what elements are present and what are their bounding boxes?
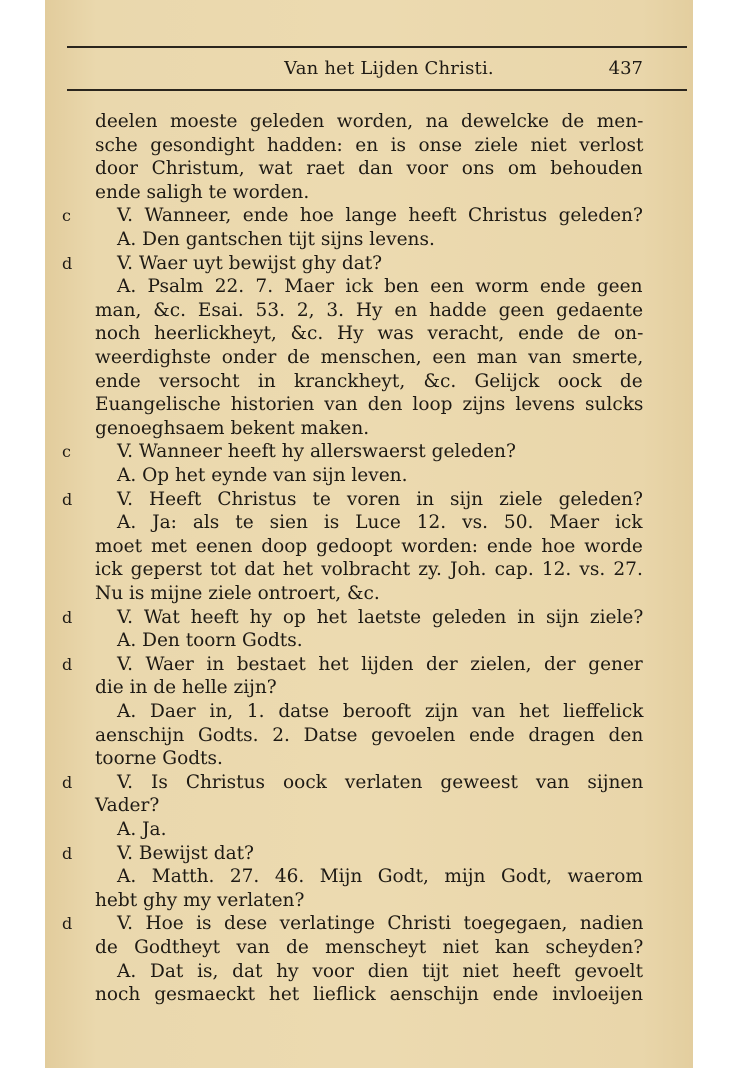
text-line xyxy=(45,440,693,464)
text-line xyxy=(45,606,693,630)
line-text: hebt ghy my verlaten? xyxy=(95,889,305,911)
line-text: V. Is Christus oock verlaten geweest van sijnen xyxy=(117,771,644,793)
line-text: weerdighste onder de menschen, een man van smerte, xyxy=(95,347,644,368)
text-line xyxy=(45,134,693,158)
line-text: V. Wanneer, ende hoe lange heeft Christus geleden? xyxy=(117,205,643,227)
text-line xyxy=(45,488,693,512)
line-text: A. Den toorn Godts. xyxy=(117,630,303,652)
margin-marker: d xyxy=(62,607,73,627)
text-line xyxy=(45,204,693,228)
text-line xyxy=(45,228,693,252)
margin-marker: c xyxy=(62,206,71,226)
text-line xyxy=(45,818,693,842)
text-line xyxy=(45,535,693,559)
margin-marker: d xyxy=(62,843,73,863)
line-text: V. Bewijst dat? xyxy=(117,842,254,864)
line-text: sche gesondight hadden: en is onse ziele niet verlost xyxy=(95,134,644,156)
line-text: A. Dat is, dat hy voor dien tijt niet heeft gevoelt xyxy=(117,960,644,982)
line-text: toorne Godts. xyxy=(95,748,223,770)
line-text: V. Heeft Christus te voren in sijn ziele geleden? xyxy=(117,488,643,510)
line-text: A. Matth. 27. 46. Mijn Godt, mijn Godt, waerom xyxy=(117,866,643,888)
text-line xyxy=(45,393,693,417)
text-line xyxy=(45,771,693,795)
text-line xyxy=(45,983,693,1007)
line-text: V. Hoe is dese verlatinge Christi toegegaen, nadien xyxy=(117,913,644,935)
margin-marker: d xyxy=(62,654,73,674)
text-line xyxy=(45,299,693,323)
header-rule-top xyxy=(67,46,687,48)
text-line xyxy=(45,511,693,535)
margin-marker: d xyxy=(62,772,73,792)
line-text: aenschijn Godts. 2. Datse gevoelen ende dragen den xyxy=(95,724,644,746)
text-line xyxy=(45,252,693,276)
line-text: man, &c. Esai. 53. 2, 3. Hy en hadde geen gedaente xyxy=(95,299,644,321)
line-text: door Christum, wat raet dan voor ons om behouden xyxy=(95,158,643,180)
text-line xyxy=(45,842,693,866)
text-line xyxy=(45,865,693,889)
line-text: A. Op het eynde van sijn leven. xyxy=(117,465,408,486)
line-text: Nu is mijne ziele ontroert, &c. xyxy=(95,583,380,604)
line-text: A. Daer in, 1. datse berooft zijn van het lieffelick xyxy=(117,701,644,722)
line-text: ende versocht in kranckheyt, &c. Gelijck oock de xyxy=(95,370,643,392)
text-line xyxy=(45,676,693,700)
text-line xyxy=(45,653,693,677)
text-line xyxy=(45,181,693,205)
text-line xyxy=(45,558,693,582)
text-line xyxy=(45,794,693,818)
line-text: A. Ja. xyxy=(117,819,167,840)
line-text: V. Waer in bestaet het lijden der zielen, der gener xyxy=(117,653,643,675)
line-text: A. Ja: als te sien is Luce 12. vs. 50. Maer ick xyxy=(117,512,643,534)
text-line xyxy=(45,417,693,441)
text-line xyxy=(45,747,693,771)
text-line xyxy=(45,936,693,960)
running-title: Van het Lijden Christi. xyxy=(284,58,494,79)
text-line xyxy=(45,464,693,488)
margin-marker: d xyxy=(62,489,73,509)
line-text: A. Psalm 22. 7. Maer ick ben een worm ende geen xyxy=(117,276,643,298)
book-page xyxy=(45,0,693,1068)
text-line xyxy=(45,157,693,181)
line-text: de Godtheyt van de menscheyt niet kan scheyden? xyxy=(95,937,644,958)
line-text: noch heerlickheyt, &c. Hy was veracht, ende de on- xyxy=(95,323,644,345)
line-text: V. Waer uyt bewijst ghy dat? xyxy=(117,252,383,274)
text-line xyxy=(45,724,693,748)
line-text: deelen moeste geleden worden, na dewelcke de men- xyxy=(95,111,644,132)
line-text: noch gesmaeckt het lieflick aenschijn ende invloeijen xyxy=(95,984,644,1006)
text-line xyxy=(45,322,693,346)
line-text: ick geperst tot dat het volbracht zy. Joh. cap. 12. vs. 27. xyxy=(95,559,643,581)
margin-marker: d xyxy=(62,914,73,934)
text-line xyxy=(45,912,693,936)
text-line xyxy=(45,700,693,724)
line-text: V. Wanneer heeft hy allerswaerst geleden? xyxy=(117,441,516,463)
margin-marker: c xyxy=(62,442,71,462)
line-text: ende saligh te worden. xyxy=(95,181,310,203)
line-text: genoeghsaem bekent maken. xyxy=(95,417,370,439)
line-text: Euangelische historien van den loop zijns levens sulcks xyxy=(95,394,644,416)
line-text: V. Wat heeft hy op het laetste geleden in sijn ziele? xyxy=(117,606,644,628)
line-text: A. Den gantschen tijt sijns levens. xyxy=(117,229,435,250)
line-text: moet met eenen doop gedoopt worden: ende hoe worde xyxy=(95,535,643,557)
line-text: Vader? xyxy=(95,795,160,817)
header-rule-bottom xyxy=(67,89,687,91)
text-line xyxy=(45,346,693,370)
line-text: die in de helle zijn? xyxy=(95,677,277,699)
text-line xyxy=(45,629,693,653)
text-line xyxy=(45,582,693,606)
page-number: 437 xyxy=(608,58,643,79)
text-line xyxy=(45,110,693,134)
margin-marker: d xyxy=(62,253,73,273)
text-line xyxy=(45,275,693,299)
text-line xyxy=(45,370,693,394)
text-line xyxy=(45,889,693,913)
text-line xyxy=(45,960,693,984)
